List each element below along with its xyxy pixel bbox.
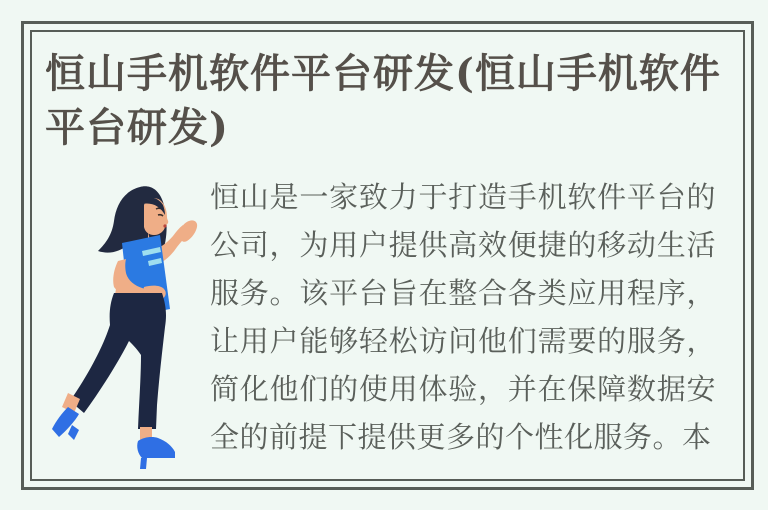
content-row bbox=[32, 155, 743, 475]
inner-frame bbox=[30, 30, 745, 481]
text-column bbox=[210, 155, 743, 461]
woman-with-folder-illustration bbox=[48, 175, 218, 475]
pants bbox=[70, 293, 166, 429]
front-shoe bbox=[137, 437, 175, 458]
outer-frame bbox=[21, 21, 754, 490]
article-title: 恒山手机软件平台研发(恒山手机软件平台研发) bbox=[45, 50, 721, 151]
back-shoe-heel bbox=[68, 425, 79, 440]
article-body: 恒山是一家致力于打造手机软件平台的公司，为用户提供高效便捷的移动生活服务。该平台旨在整合各类应用程序，让用户能够轻松访问他们需要的服务，简化他们的使用体验，并在保障数据安全的前提下提供更多的个性化服务。本 bbox=[210, 180, 716, 454]
illustration-column bbox=[32, 155, 210, 475]
raised-hand bbox=[180, 220, 197, 241]
front-shoe-heel bbox=[140, 458, 147, 469]
lips bbox=[163, 224, 166, 227]
